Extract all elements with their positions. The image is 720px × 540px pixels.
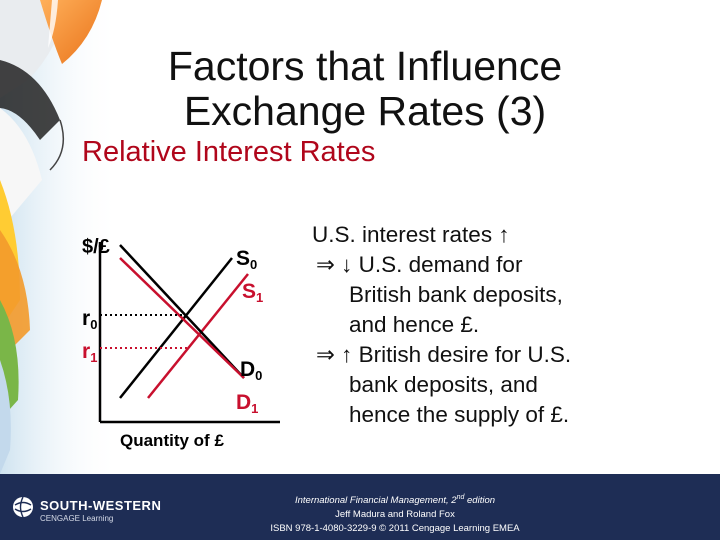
d0-label: $D_0$ xyxy=(240,358,263,383)
y-axis-label: $/£ xyxy=(82,236,110,258)
s0-label: $S_0$ xyxy=(236,247,258,272)
explanation-text xyxy=(300,220,660,430)
explanation-line: bank deposits, and xyxy=(349,372,538,397)
publisher-name: SOUTH-WESTERN xyxy=(40,498,162,513)
explanation-line: U.S. interest rates ↑ xyxy=(312,222,510,247)
explanation-line: and hence £. xyxy=(349,312,480,337)
explanation-line: British bank deposits, xyxy=(349,282,563,307)
footer-bar xyxy=(0,474,720,540)
slide-subtitle: Relative Interest Rates xyxy=(82,136,376,168)
book-credits xyxy=(230,491,560,536)
d1-curve xyxy=(120,258,244,378)
book-title: International Financial Management, 2nd edition xyxy=(294,494,496,507)
book-authors: Jeff Madura and Roland Fox xyxy=(335,509,455,521)
slide-title: Factors that Influence Exchange Rates (3) xyxy=(167,43,563,134)
r1-label: $r_1$ xyxy=(82,340,98,365)
s0-curve xyxy=(120,258,232,398)
globe-icon xyxy=(12,496,34,518)
publisher-subname: CENGAGE Learning xyxy=(40,514,114,523)
s1-label: $S_1$ xyxy=(242,280,264,305)
explanation-line: ⇒ ↓ U.S. demand for xyxy=(316,252,523,277)
r0-label: $r_0$ xyxy=(82,307,98,332)
explanation-line: ⇒ ↑ British desire for U.S. xyxy=(316,342,572,367)
d1-label: $D_1$ xyxy=(236,391,259,416)
explanation-line: hence the supply of £. xyxy=(349,402,570,427)
book-isbn: ISBN 978-1-4080-3229-9 © 2011 Cengage Learning EMEA xyxy=(270,523,520,535)
x-axis-label: Quantity of £ xyxy=(120,431,224,450)
